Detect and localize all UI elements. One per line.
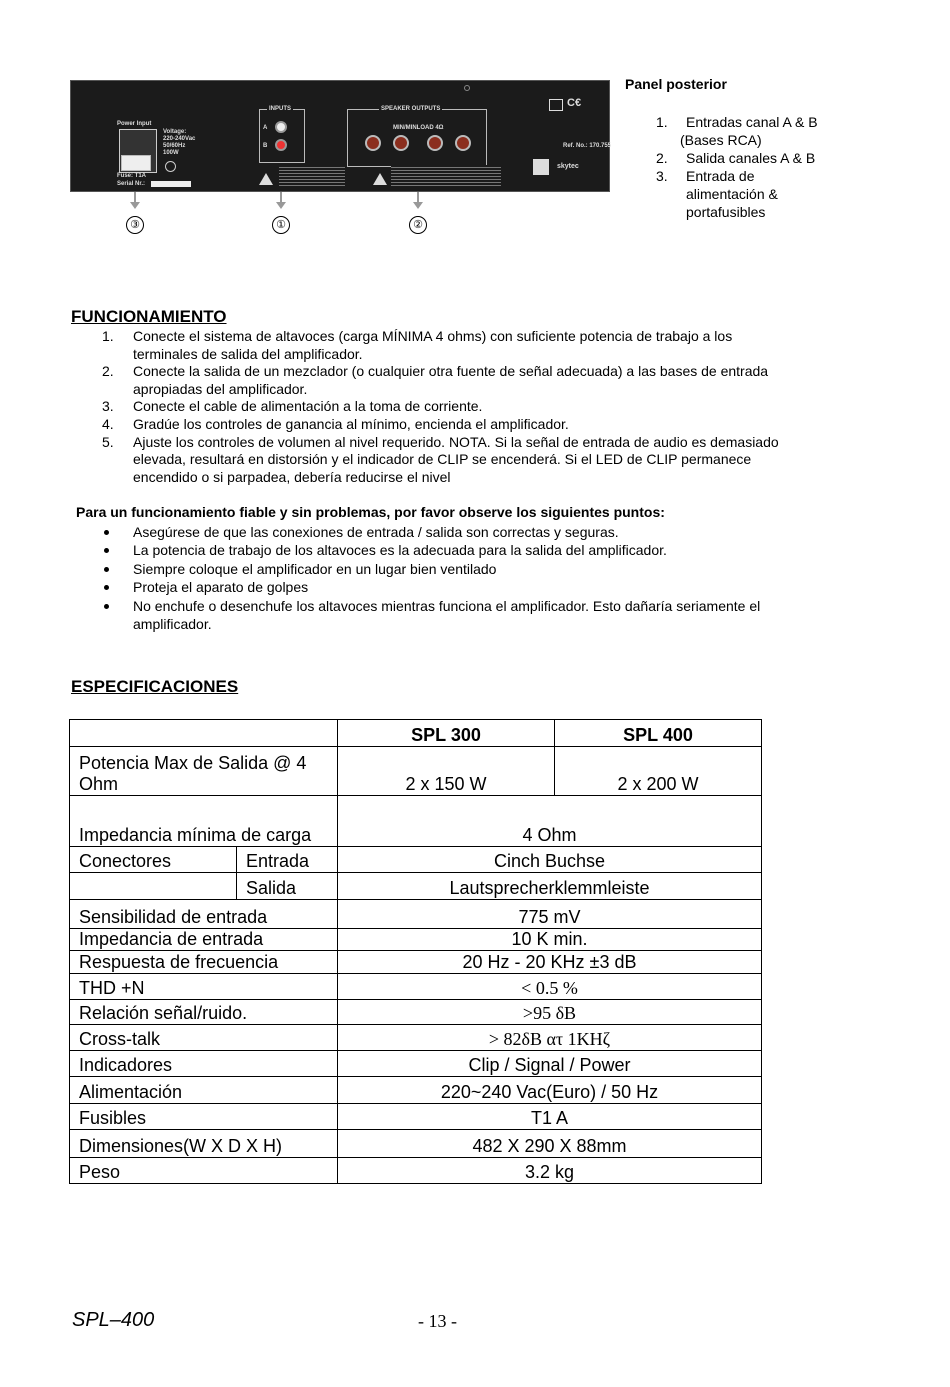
speaker-terminal-4: [455, 135, 471, 151]
table-cell: Relación señal/ruido.: [70, 1000, 338, 1025]
ref-label: Ref. No.: 170.755: [563, 143, 612, 149]
bullet-line: Siempre coloque el amplificador en un lugar bien ventilado: [133, 560, 497, 577]
ce-mark: C€: [567, 97, 582, 109]
table-cell: Alimentación: [70, 1077, 338, 1104]
step-line: Ajuste los controles de volumen al nivel requerido. NOTA. Si la señal de entrada de audio es demasiado: [133, 433, 779, 450]
panel-list-text: (Bases RCA): [680, 132, 762, 148]
rca-label-a: A: [263, 125, 268, 131]
table-cell: 482 X 290 X 88mm: [338, 1130, 762, 1158]
brand-logo-icon: [533, 159, 549, 175]
bullet-line: Asegúrese de que las conexiones de entrada / salida son correctas y seguras.: [133, 524, 619, 540]
table-cell: > 82δB ατ 1KHζ: [338, 1025, 762, 1051]
table-cell: 775 mV: [338, 900, 762, 929]
warning-icon-2: [373, 173, 387, 185]
table-row: [70, 974, 762, 1000]
step-line: Conecte el sistema de altavoces (carga MÍNIMA 4 ohms) con suficiente potencia de trabajo a los: [133, 328, 733, 344]
table-cell: [70, 873, 237, 900]
table-row: [70, 1025, 762, 1051]
spec-table: [69, 719, 762, 1184]
bullet-line: La potencia de trabajo de los altavoces es la adecuada para la salida del amplificador.: [133, 542, 667, 559]
voltage-line-4: 100W: [163, 150, 179, 156]
table-row: [70, 873, 762, 900]
rear-panel-image: [70, 80, 610, 192]
table-cell: Sensibilidad de entrada: [70, 900, 338, 929]
table-cell: 3.2 kg: [338, 1158, 762, 1184]
min-load-label: MIN/MINLOAD 4Ω: [393, 125, 444, 131]
rca-jack-a: [275, 121, 287, 133]
weee-icon: [549, 99, 563, 111]
bullet-icon: [104, 567, 109, 572]
panel-list-num: 3.: [656, 168, 668, 184]
table-cell: Dimensiones(W X D X H): [70, 1130, 338, 1158]
panel-list-text: portafusibles: [686, 204, 766, 220]
callout-3: ③: [126, 216, 144, 234]
table-cell: 220~240 Vac(Euro) / 50 Hz: [338, 1077, 762, 1104]
table-row: [70, 1130, 762, 1158]
rca-label-b: B: [263, 143, 268, 149]
screw-icon: [464, 85, 470, 91]
table-cell: Clip / Signal / Power: [338, 1051, 762, 1077]
step-line: Gradúe los controles de ganancia al mínimo, encienda el amplificador.: [133, 415, 569, 432]
bullet-icon: [104, 548, 109, 553]
panel-list-text: Salida canales A & B: [686, 150, 816, 166]
steps-list: [71, 328, 871, 486]
callout-1: ①: [272, 216, 290, 234]
table-cell: Conectores: [70, 847, 237, 873]
table-cell: >95 δB: [338, 1000, 762, 1025]
panel-list-item-1: [656, 113, 818, 131]
table-header-spl400: SPL 400: [555, 720, 762, 747]
bullet-line: amplificador.: [133, 616, 212, 633]
table-row: [70, 900, 762, 929]
step-num: 5.: [102, 433, 114, 450]
bullet-line: No enchufe o desenchufe los altavoces mientras funciona el amplificador. Esto dañaría seriamente el: [133, 597, 761, 614]
step-line: apropiadas del amplificador.: [133, 380, 308, 397]
table-cell: Impedancia de entrada: [70, 929, 338, 951]
funcionamiento-heading: FUNCIONAMIENTO: [71, 307, 227, 326]
table-cell: 10 K min.: [338, 929, 762, 951]
table-cell: THD +N: [70, 974, 338, 1000]
table-row: [70, 1000, 762, 1025]
panel-heading: Panel posterior: [625, 76, 727, 92]
inputs-label: INPUTS: [269, 106, 292, 112]
bullet-icon: [104, 604, 109, 609]
table-cell: T1 A: [338, 1104, 762, 1130]
callout-2: ②: [409, 216, 427, 234]
table-row: [70, 929, 762, 951]
panel-list-item-2: [656, 149, 816, 167]
callout-arrow-3: [130, 202, 140, 209]
panel-list-text: Entradas canal A & B: [686, 114, 818, 130]
step-num: 1.: [102, 328, 114, 344]
footer-model: SPL–400: [72, 1309, 155, 1331]
panel-list-text: alimentación &: [686, 186, 778, 202]
table-cell: Fusibles: [70, 1104, 338, 1130]
inputs-frame: [259, 109, 305, 163]
step-num: 4.: [102, 415, 114, 432]
table-cell: 2 x 150 W: [338, 747, 555, 796]
table-cell: Peso: [70, 1158, 338, 1184]
bullet-item: [71, 523, 871, 541]
table-cell: [70, 747, 338, 796]
power-label-line: Ohm: [79, 774, 119, 794]
table-row: [70, 747, 762, 796]
warning-icon: [259, 173, 273, 185]
warning-text-block-2: [391, 165, 501, 187]
voltage-line-2: 220-240Vac: [163, 136, 196, 142]
table-row: [70, 796, 762, 847]
step-item: [71, 328, 871, 363]
speaker-outputs-label: SPEAKER OUTPUTS: [381, 106, 441, 112]
table-row: [70, 951, 762, 974]
fuse-label: Fuse: T1A: [117, 173, 147, 179]
bullet-item: [71, 560, 871, 578]
step-item: [71, 434, 871, 487]
serial-label: Serial Nr.:: [117, 181, 146, 187]
step-num: 2.: [102, 363, 114, 380]
table-cell: Respuesta de frecuencia: [70, 951, 338, 974]
bullet-icon: [104, 530, 109, 535]
voltage-line-1: Voltage:: [163, 129, 187, 135]
step-line: Conecte el cable de alimentación a la toma de corriente.: [133, 398, 483, 415]
bullet-item: [71, 597, 871, 634]
panel-list-num: 2.: [656, 150, 668, 166]
table-row: [70, 1051, 762, 1077]
panel-list-text: Entrada de: [686, 168, 755, 184]
bullet-item: [71, 578, 871, 596]
serial-field: [151, 181, 191, 187]
step-item: [71, 363, 871, 398]
reliability-heading: Para un funcionamiento fiable y sin problemas, por favor observe los siguientes puntos:: [76, 504, 665, 520]
table-row: [70, 1158, 762, 1184]
specs-heading: ESPECIFICACIONES: [71, 677, 239, 696]
table-cell: 4 Ohm: [338, 796, 762, 847]
table-row: [70, 1104, 762, 1130]
power-input-label: Power Input: [117, 121, 152, 127]
panel-list-num: 1.: [656, 114, 668, 130]
table-cell: Salida: [237, 873, 338, 900]
table-cell: Indicadores: [70, 1051, 338, 1077]
step-num: 3.: [102, 398, 114, 415]
callout-arrow-1: [276, 202, 286, 209]
page-number: - 13 -: [418, 1311, 457, 1331]
bullet-icon: [104, 585, 109, 590]
step-item: [71, 416, 871, 434]
panel-list-item-3: [656, 167, 755, 185]
bullet-line: Proteja el aparato de golpes: [133, 579, 309, 596]
bullet-item: [71, 541, 871, 559]
table-row: [70, 720, 762, 747]
table-cell: Lautsprecherklemmleiste: [338, 873, 762, 900]
ground-icon: [165, 161, 176, 172]
table-cell: [70, 720, 338, 747]
table-cell: Cross-talk: [70, 1025, 338, 1051]
reliability-list: [71, 523, 871, 633]
table-cell: Cinch Buchse: [338, 847, 762, 873]
step-item: [71, 398, 871, 416]
voltage-line-3: 50/60Hz: [163, 143, 186, 149]
table-cell: < 0.5 %: [338, 974, 762, 1000]
warning-text-block: [279, 165, 345, 187]
table-row: [70, 1077, 762, 1104]
step-line: Conecte la salida de un mezclador (o cualquier otra fuente de señal adecuada) a las bases de entrada: [133, 363, 769, 380]
speaker-terminal-3: [427, 135, 443, 151]
speaker-terminal-2: [393, 135, 409, 151]
table-header-spl300: SPL 300: [338, 720, 555, 747]
speaker-terminal-1: [365, 135, 381, 151]
callout-arrow-2: [413, 202, 423, 209]
table-cell: Entrada: [237, 847, 338, 873]
step-line: encendido o si parpadea, debería reducirse el nivel: [133, 468, 451, 485]
table-row: [70, 847, 762, 873]
table-cell: 20 Hz - 20 KHz ±3 dB: [338, 951, 762, 974]
power-label-line: Potencia Max de Salida @ 4: [79, 753, 307, 773]
step-line: elevada, resultará en distorsión y el indicador de CLIP se encenderá. Si el LED de CLIP permanece: [133, 451, 752, 468]
step-line: terminales de salida del amplificador.: [133, 345, 363, 362]
table-cell: 2 x 200 W: [555, 747, 762, 796]
fuse-holder: [121, 155, 151, 171]
table-cell: Impedancia mínima de carga: [70, 796, 338, 847]
brand-label: skytec: [557, 163, 579, 170]
rca-jack-b: [275, 139, 287, 151]
